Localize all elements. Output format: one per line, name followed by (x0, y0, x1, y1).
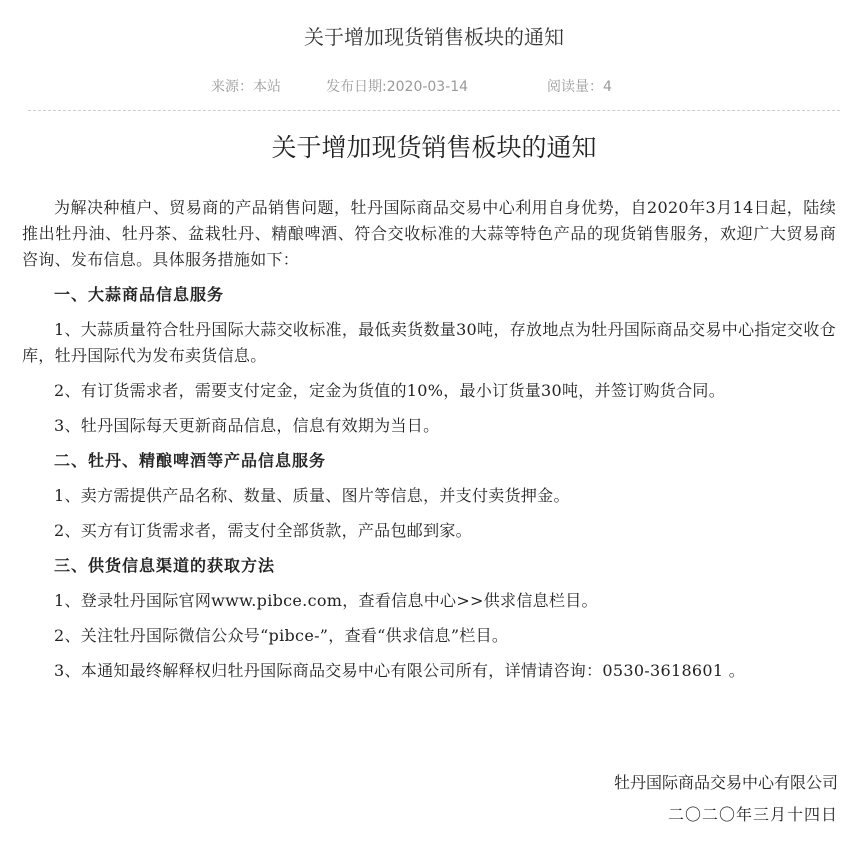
meta-publish-date: 发布日期:2020-03-14 (326, 79, 469, 95)
article-title: 关于增加现货销售板块的通知 (271, 133, 597, 162)
signature-block (614, 767, 838, 831)
meta-source: 来源：本站 (211, 79, 281, 95)
list-item: 2、关注牡丹国际微信公众号“pibce-”，查看“供求信息”栏目。 (54, 626, 509, 645)
section-heading-garlic: 一、大蒜商品信息服务 (54, 285, 225, 304)
signature-company: 牡丹国际商品交易中心有限公司 (613, 773, 838, 792)
list-item: 3、牡丹国际每天更新商品信息，信息有效期为当日。 (54, 416, 440, 435)
list-item: 2、有订货需求者，需要支付定金，定金为货值的10%，最小订货量30吨，并签订购货合同。 (54, 381, 726, 400)
header-title: 关于增加现货销售板块的通知 (304, 25, 564, 49)
list-item: 1、登录牡丹国际官网www.pibce.com，查看信息中心>>供求信息栏目。 (54, 591, 598, 610)
list-item: 1、大蒜质量符合牡丹国际大蒜交收标准，最低卖货数量30吨，存放地点为牡丹国际商品交易中心指定交收仓库，牡丹国际代为发布卖货信息。 (22, 320, 836, 365)
article-body (22, 195, 836, 693)
section-heading-channels: 三、供货信息渠道的获取方法 (54, 556, 276, 575)
meta-row (0, 74, 868, 96)
intro-paragraph: 为解决种植户、贸易商的产品销售问题，牡丹国际商品交易中心利用自身优势，自2020年3月14日起，陆续推出牡丹油、牡丹茶、盆栽牡丹、精酿啤酒、符合交收标准的大蒜等特色产品的现货销售服务，欢迎广大贸易商咨询、发布信息。具体服务措施如下： (22, 198, 836, 269)
meta-view-count: 阅读量：4 (547, 79, 612, 95)
section-heading-peony-beer: 二、牡丹、精酿啤酒等产品信息服务 (54, 451, 327, 470)
list-item: 2、买方有订货需求者，需支付全部货款，产品包邮到家。 (54, 521, 472, 540)
header-divider (28, 110, 840, 111)
list-item: 1、卖方需提供产品名称、数量、质量、图片等信息，并支付卖货押金。 (54, 486, 570, 505)
list-item: 3、本通知最终解释权归牡丹国际商品交易中心有限公司所有，详情请咨询：0530-3618601 。 (54, 661, 746, 680)
signature-date: 二〇二〇年三月十四日 (667, 805, 838, 824)
